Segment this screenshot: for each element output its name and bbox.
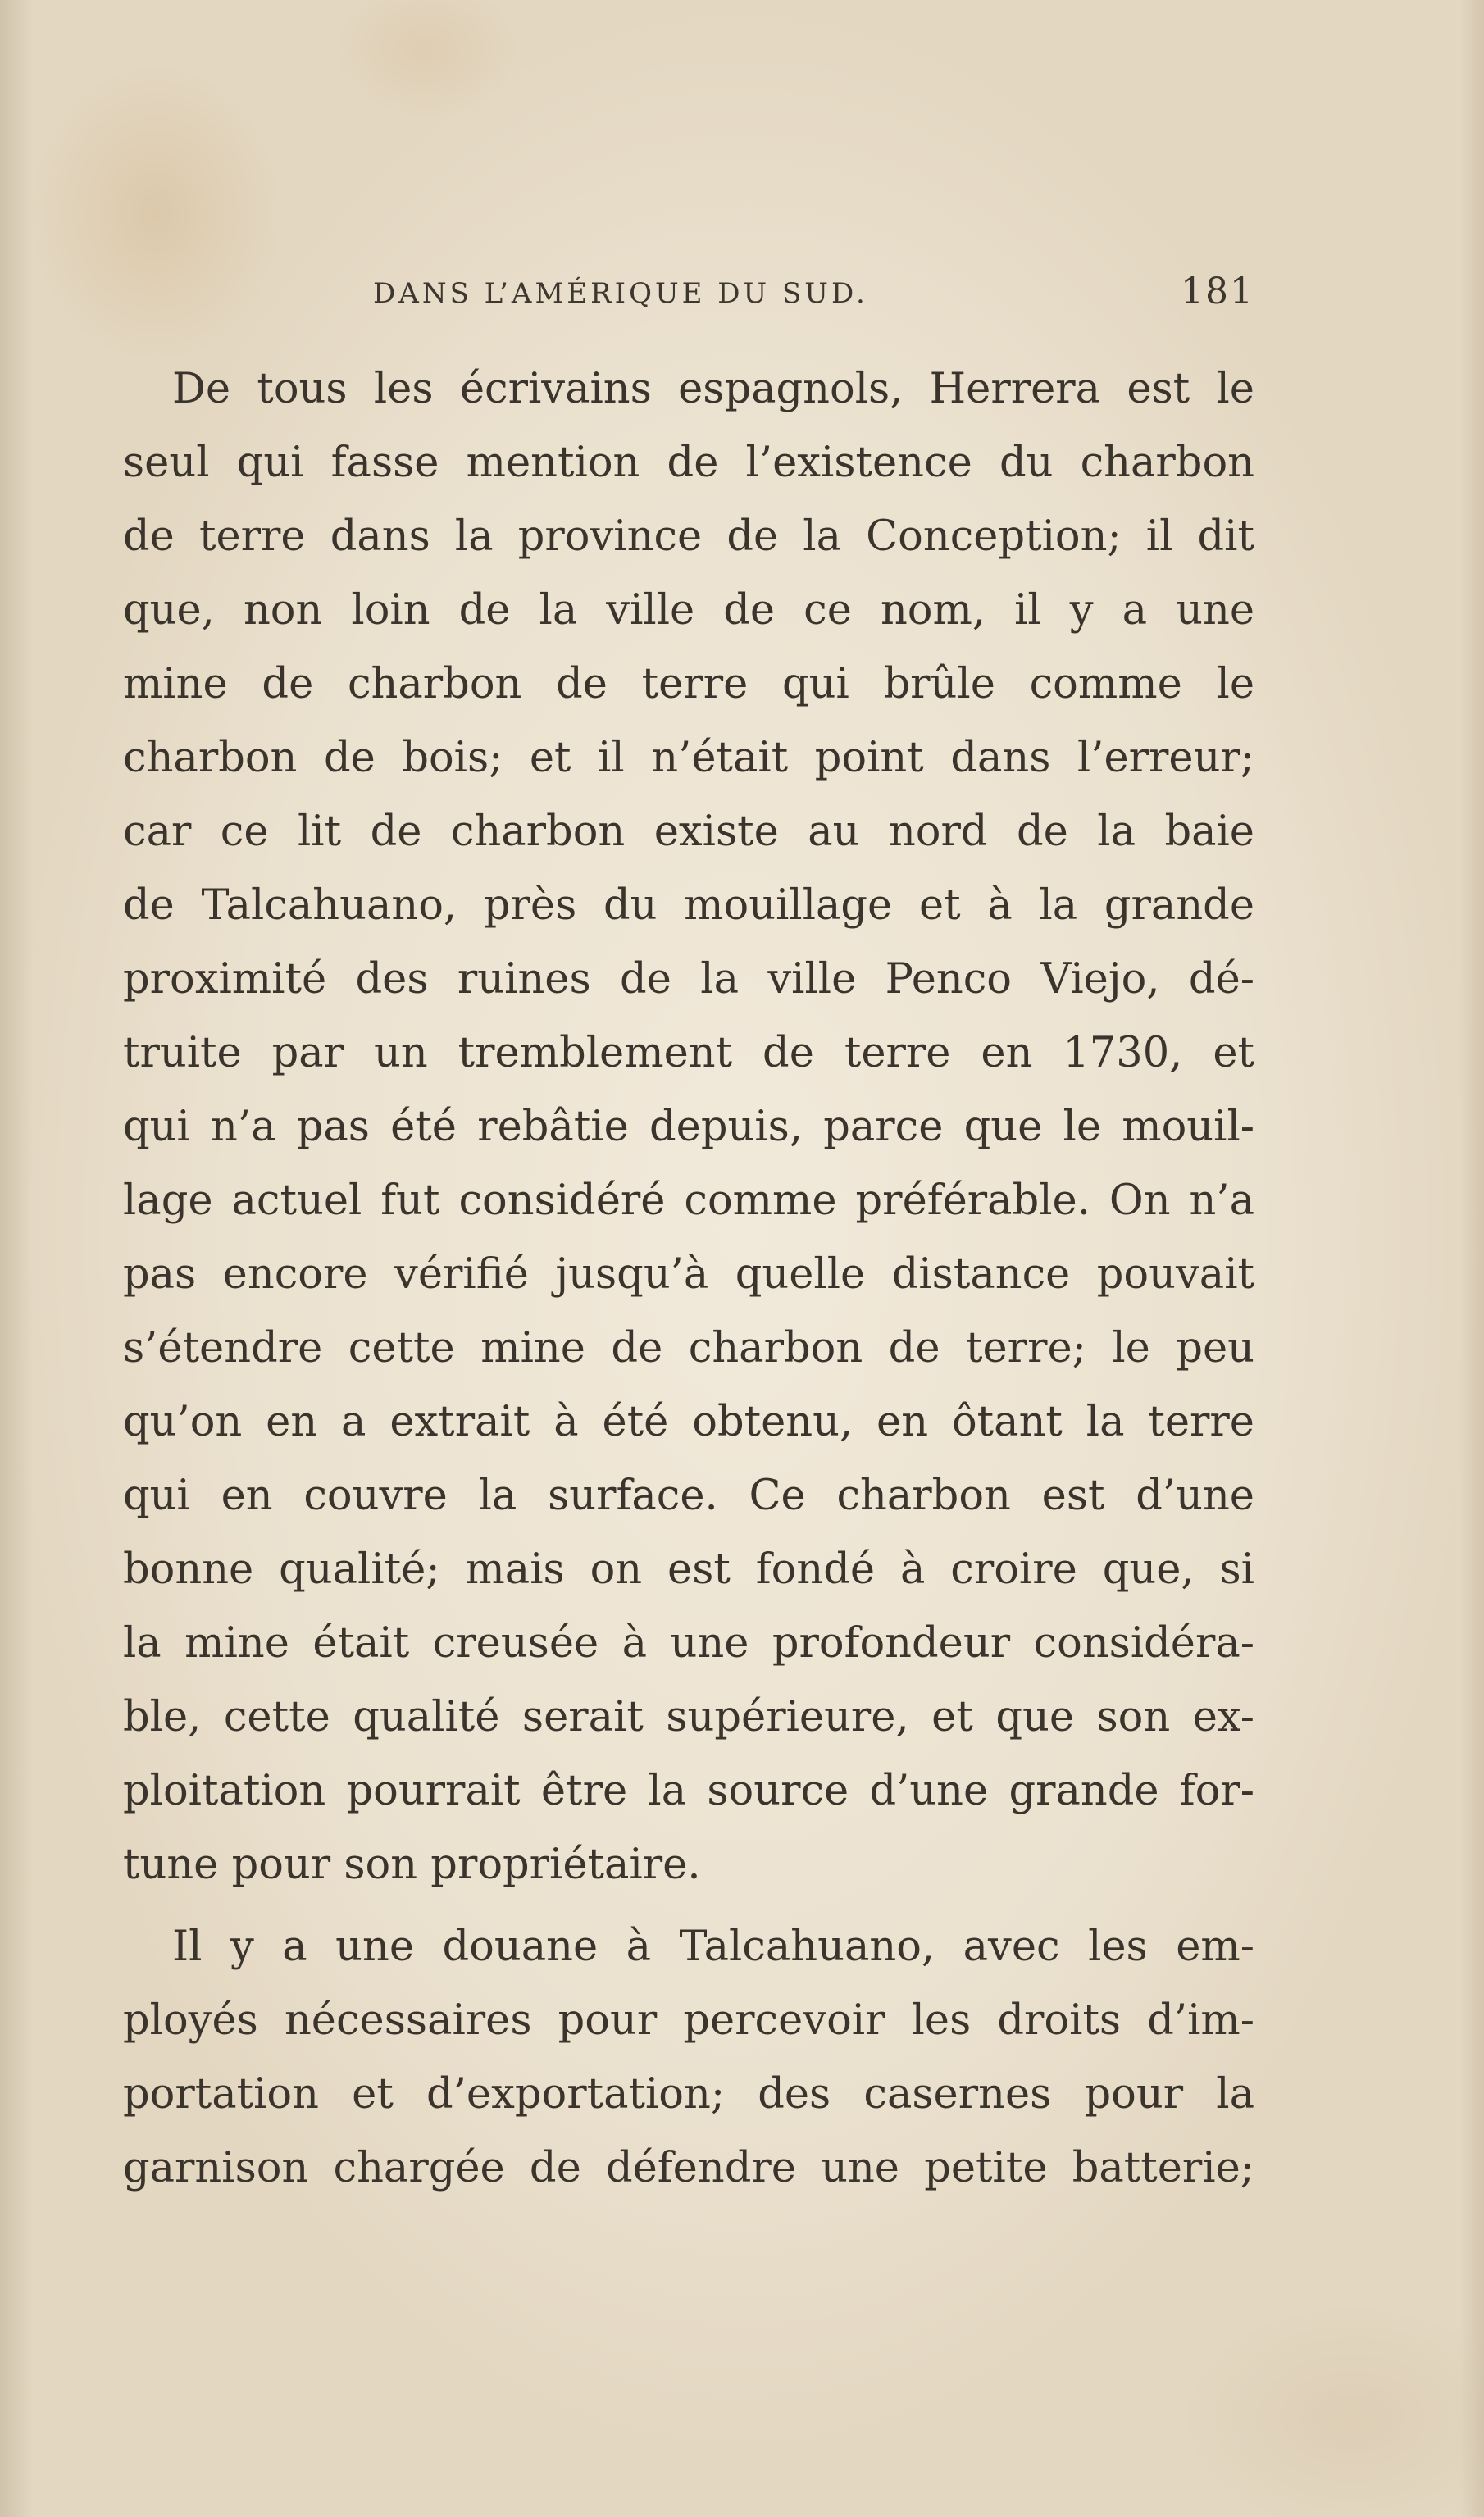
text-line: s’étendre cette mine de charbon de terre; le peu bbox=[123, 1324, 1254, 1372]
text-line: que, non loin de la ville de ce nom, il y a une bbox=[123, 586, 1254, 635]
text-line: car ce lit de charbon existe au nord de la baie bbox=[123, 808, 1254, 856]
text-line: De tous les écrivains espagnols, Herrera est le bbox=[172, 365, 1254, 413]
text-line: tune pour son propriétaire. bbox=[123, 1841, 701, 1889]
running-head: DANS L’AMÉRIQUE DU SUD. bbox=[373, 277, 868, 310]
body-text bbox=[123, 353, 1254, 2205]
text-line: de Talcahuano, près du mouillage et à la grande bbox=[123, 881, 1254, 930]
text-line: proximité des ruines de la ville Penco Viejo, dé- bbox=[123, 955, 1254, 1004]
text-line: bonne qualité; mais on est fondé à croire que, si bbox=[123, 1545, 1254, 1594]
text-line: mine de charbon de terre qui brûle comme le bbox=[123, 660, 1254, 708]
text-line: charbon de bois; et il n’était point dans l’erreur; bbox=[123, 734, 1254, 782]
text-line: ployés nécessaires pour percevoir les droits d’im- bbox=[123, 1996, 1254, 2045]
paragraph-2 bbox=[123, 1910, 1254, 2205]
text-line: qu’on en a extrait à été obtenu, en ôtant la terre bbox=[123, 1398, 1254, 1446]
text-line: qui en couvre la surface. Ce charbon est d’une bbox=[123, 1472, 1254, 1520]
text-line: la mine était creusée à une profondeur considéra- bbox=[123, 1619, 1254, 1668]
text-line: truite par un tremblement de terre en 1730, et bbox=[123, 1029, 1254, 1077]
text-line: de terre dans la province de la Conception; il dit bbox=[123, 512, 1254, 561]
text-line: Il y a une douane à Talcahuano, avec les em- bbox=[172, 1923, 1254, 1971]
text-line: ble, cette qualité serait supérieure, et que son ex- bbox=[123, 1693, 1254, 1741]
page-edge-shadow-left bbox=[0, 0, 33, 2517]
page-number: 181 bbox=[1181, 271, 1254, 312]
text-line: garnison chargée de défendre une petite batterie; bbox=[123, 2144, 1254, 2192]
page-header bbox=[123, 271, 1254, 320]
text-line: pas encore vérifié jusqu’à quelle distance pouvait bbox=[123, 1250, 1254, 1299]
text-line: portation et d’exportation; des casernes pour la bbox=[123, 2070, 1254, 2119]
text-line: seul qui fasse mention de l’existence du charbon bbox=[123, 439, 1254, 487]
paragraph-gap bbox=[123, 1902, 1254, 1910]
page-edge-shadow-right bbox=[1459, 0, 1484, 2517]
text-line: lage actuel fut considéré comme préférable. On n’a bbox=[123, 1177, 1254, 1225]
text-line: ploitation pourrait être la source d’une grande for- bbox=[123, 1767, 1254, 1815]
paragraph-1 bbox=[123, 353, 1254, 1902]
text-line: qui n’a pas été rebâtie depuis, parce que le mouil- bbox=[123, 1103, 1254, 1151]
